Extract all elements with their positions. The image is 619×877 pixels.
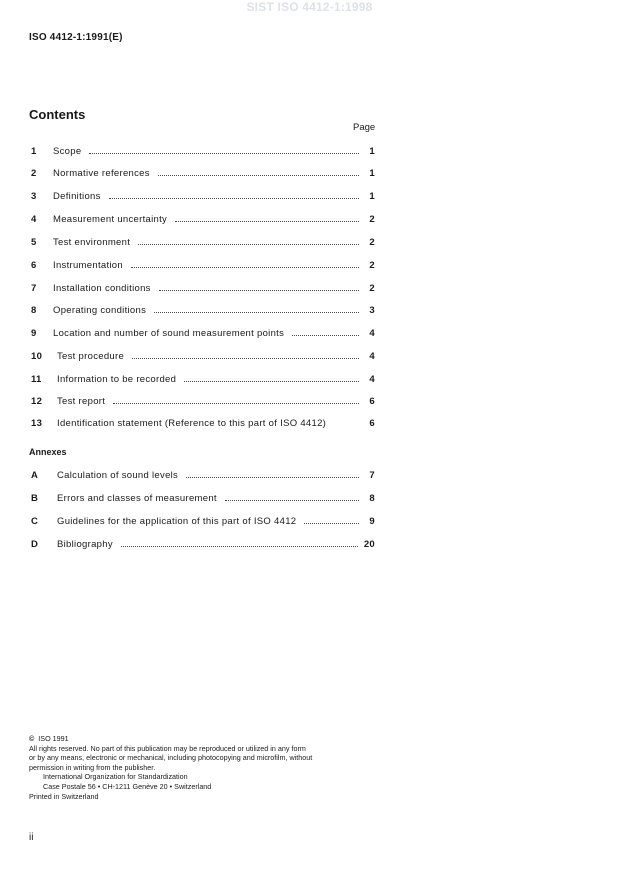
toc-entry-number: 10	[31, 351, 43, 362]
toc-entry-number: 12	[31, 396, 43, 407]
toc-entry-title: Definitions	[53, 191, 101, 202]
toc-entry-title: Installation conditions	[53, 283, 151, 294]
annex-title: Guidelines for the application of this part of ISO 4412	[57, 516, 297, 527]
toc-entry[interactable]	[29, 393, 375, 407]
leader-dots	[132, 348, 359, 359]
toc-entry[interactable]	[29, 165, 375, 179]
rights-statement-line: permission in writing from the publisher.	[29, 762, 156, 772]
toc-entry-title: Test environment	[53, 237, 131, 248]
toc-entry-title: Identification statement (Reference to this part of ISO 4412)	[57, 418, 327, 429]
toc-entry[interactable]	[29, 371, 375, 385]
toc-entry-number: 7	[31, 283, 37, 294]
annex-letter: A	[31, 470, 39, 481]
annex-title: Calculation of sound levels	[57, 470, 179, 481]
toc-entry[interactable]	[29, 188, 375, 202]
toc-entry-number: 2	[31, 168, 37, 179]
toc-entry-title: Scope	[53, 146, 82, 157]
organization-name: International Organization for Standardization	[43, 772, 188, 782]
toc-entry-title: Test procedure	[57, 351, 125, 362]
leader-dots	[292, 325, 359, 336]
leader-dots	[175, 211, 359, 222]
toc-entry-title: Test report	[57, 396, 106, 407]
toc-entry-page: 4	[369, 328, 375, 339]
toc-entry-number: 8	[31, 305, 37, 316]
toc-entry-page: 1	[369, 146, 375, 157]
toc-entry-page: 4	[369, 351, 375, 362]
leader-dots	[159, 280, 359, 291]
toc-entry-number: 4	[31, 214, 37, 225]
toc-entry-page: 6	[369, 396, 375, 407]
annex-entry[interactable]	[29, 490, 375, 504]
copyright-owner: ISO 1991	[38, 734, 69, 743]
page-title: Contents	[29, 107, 86, 122]
annex-letter: D	[31, 539, 39, 550]
leader-dots	[158, 165, 359, 176]
toc-entry-page: 2	[369, 237, 375, 248]
leader-dots	[109, 188, 359, 199]
leader-dots	[184, 371, 359, 382]
annex-entry[interactable]	[29, 536, 375, 550]
annex-title: Errors and classes of measurement	[57, 493, 217, 504]
toc-entry-title: Measurement uncertainty	[53, 214, 168, 225]
annex-letter: C	[31, 516, 39, 527]
toc-entry-number: 6	[31, 260, 37, 271]
rights-statement-line: or by any means, electronic or mechanical, including photocopying and microfilm, without	[29, 753, 313, 763]
leader-dots	[186, 467, 359, 478]
printed-in: Printed in Switzerland	[29, 791, 99, 801]
leader-dots	[121, 536, 358, 547]
toc-entry[interactable]	[29, 348, 375, 362]
toc-entry-page: 1	[369, 191, 375, 202]
toc-entry-number: 3	[31, 191, 37, 202]
organization-address: Case Postale 56 • CH-1211 Genève 20 • Switzerland	[43, 781, 212, 791]
leader-dots	[304, 513, 359, 524]
toc-entry-page: 2	[369, 260, 375, 271]
toc-entry[interactable]	[29, 416, 375, 430]
toc-entry[interactable]	[29, 234, 375, 248]
toc-entry[interactable]	[29, 325, 375, 339]
toc-entry[interactable]	[29, 211, 375, 225]
leader-dots	[154, 302, 359, 313]
toc-entry-page: 2	[369, 214, 375, 225]
copyright-notice	[29, 734, 379, 801]
leader-dots	[89, 143, 359, 154]
toc-entry-page: 1	[369, 168, 375, 179]
toc-entry-page: 6	[369, 418, 375, 429]
toc-entry[interactable]	[29, 257, 375, 271]
annexes-heading: Annexes	[29, 447, 67, 457]
annex-entry[interactable]	[29, 513, 375, 527]
annex-page: 9	[369, 516, 375, 527]
toc-entry-title: Location and number of sound measurement points	[53, 328, 285, 339]
toc-entry-page: 3	[369, 305, 375, 316]
leader-dots	[113, 393, 359, 404]
toc-entry[interactable]	[29, 302, 375, 316]
page-number: ii	[29, 832, 34, 843]
toc-entry-page: 4	[369, 374, 375, 385]
document-id: ISO 4412-1:1991(E)	[29, 32, 123, 43]
leader-dots	[131, 257, 359, 268]
toc-entry[interactable]	[29, 280, 375, 294]
toc-entry-number: 9	[31, 328, 37, 339]
leader-dots	[334, 416, 359, 426]
leader-dots	[225, 490, 359, 501]
toc-entry-page: 2	[369, 283, 375, 294]
annex-letter: B	[31, 493, 39, 504]
toc-entry-number: 13	[31, 418, 43, 429]
toc-entry-number: 11	[31, 374, 42, 385]
toc-entry-title: Normative references	[53, 168, 150, 179]
toc-entry-title: Information to be recorded	[57, 374, 177, 385]
page-column-label: Page	[353, 122, 376, 133]
annex-entry[interactable]	[29, 467, 375, 481]
copyright-symbol: ©	[29, 734, 35, 743]
toc-entry-title: Instrumentation	[53, 260, 123, 271]
copyright-line	[29, 734, 379, 744]
annex-page: 20	[363, 539, 375, 550]
toc-entry-number: 1	[31, 146, 37, 157]
watermark-text: SIST ISO 4412-1:1998	[246, 0, 373, 14]
rights-statement-line: All rights reserved. No part of this publication may be reproduced or utilized in any form	[29, 743, 306, 753]
toc-entry-number: 5	[31, 237, 37, 248]
annex-page: 8	[369, 493, 375, 504]
toc-entry-title: Operating conditions	[53, 305, 147, 316]
leader-dots	[138, 234, 359, 245]
toc-entry[interactable]	[29, 143, 375, 157]
annex-title: Bibliography	[57, 539, 113, 550]
annex-page: 7	[369, 470, 375, 481]
